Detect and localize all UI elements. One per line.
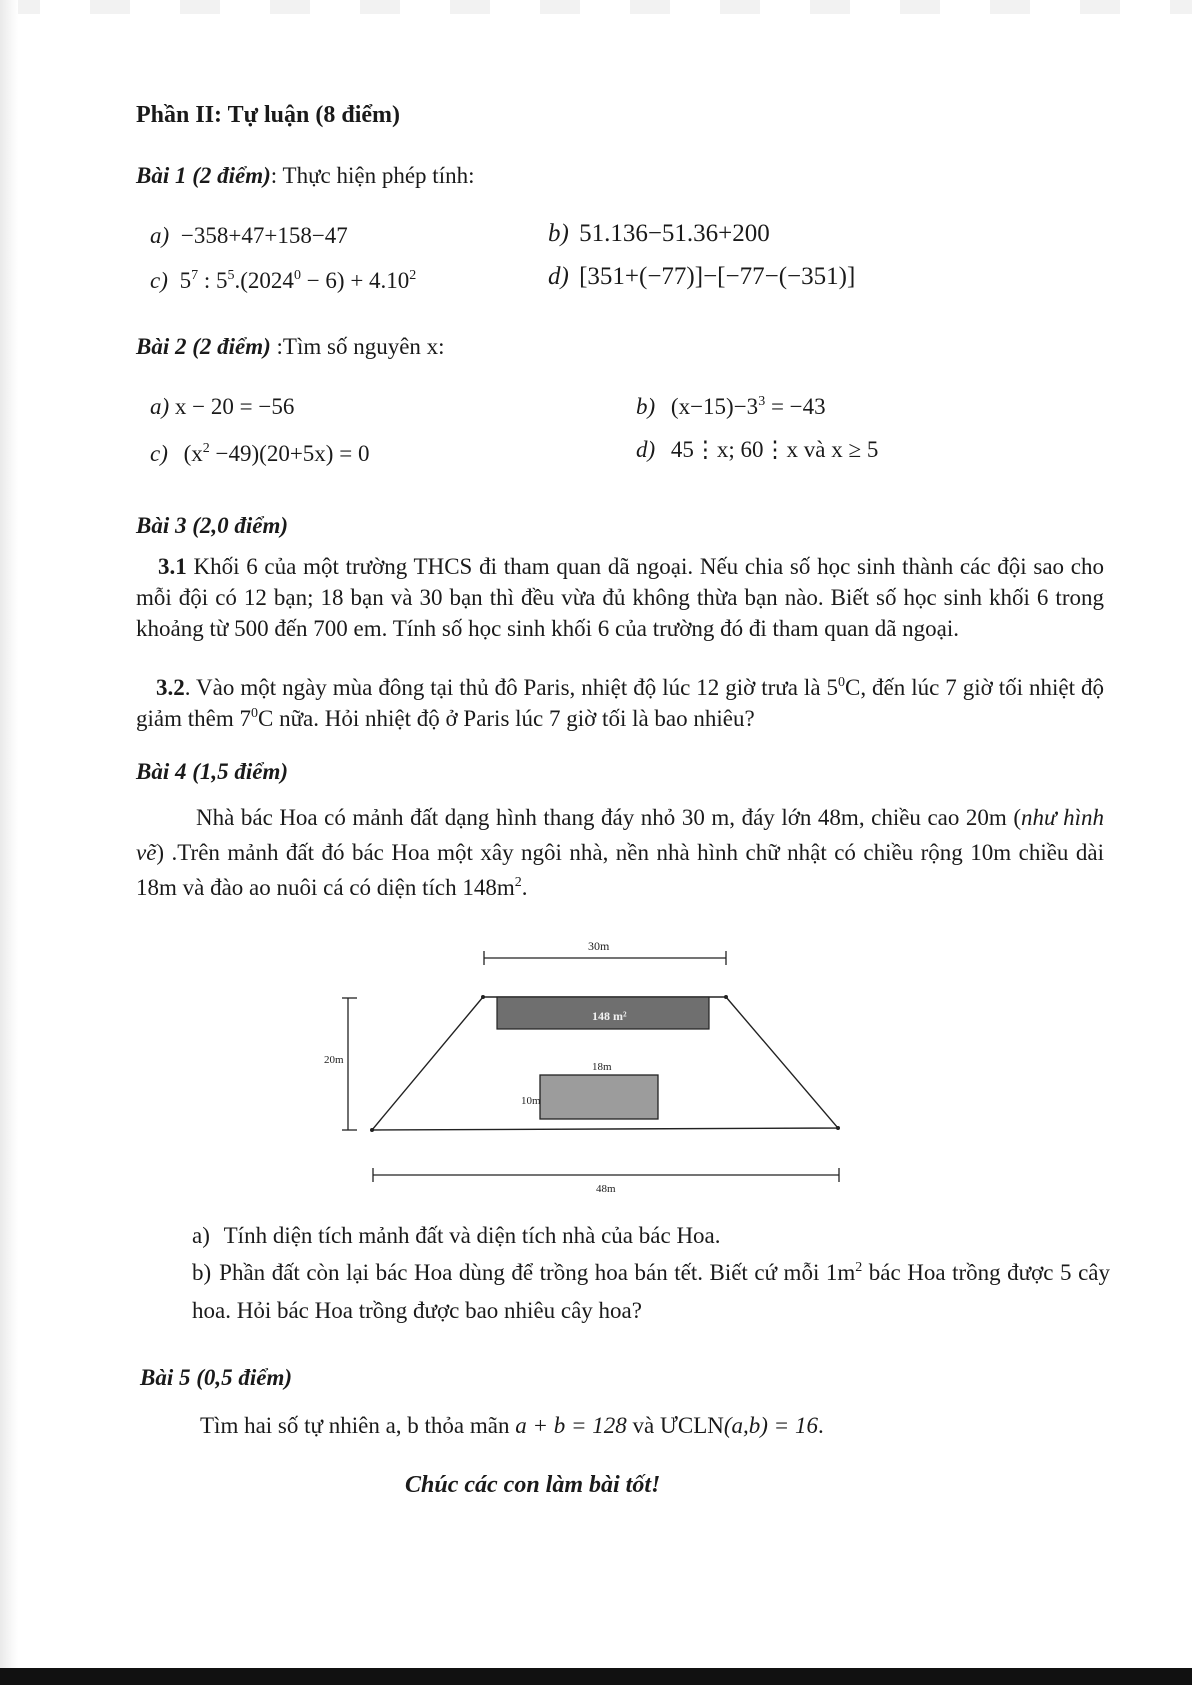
bai2-heading — [136, 333, 445, 361]
bai3-p1-label: 3.1 — [158, 554, 187, 579]
bai2-d — [636, 436, 878, 464]
bai1-c-expr: $5^7$ : $5^5.(2024^0 - 6) + 4.10^2$ — [179, 268, 417, 293]
bai2-c-label: c) — [150, 441, 168, 466]
bai2-d-label: d) — [636, 437, 656, 462]
bai2-d-expr: 45⋮x; 60⋮x và x ≥ 5 — [670, 437, 879, 462]
bai3-part2: 3.2. Vào một ngày mùa đông tại thủ đô Paris, nhiệt độ lúc 12 giờ trưa là $5^0C$, đến lúc 7 giờ tối nhiệt độ giảm thêm $7^0C$ nữa. Hỏi nhiệt độ ở Paris lúc 7 giờ tối là bao nhiêu? — [136, 675, 1104, 731]
bai3-part1 — [136, 551, 1104, 644]
closing-message: Chúc các con làm bài tốt! — [405, 1472, 661, 1498]
top-dimension-label: 30m — [588, 939, 610, 953]
bai2-c-expr: $(x^2 -49)(20+5x) = 0$ — [183, 441, 370, 466]
bai2-a-label: a) — [150, 394, 170, 419]
bai2-b-label: b) — [636, 394, 656, 419]
bai1-d-expr: [351+(−77)]−[−77−(−351)] — [579, 263, 856, 290]
land-figure — [300, 935, 860, 1200]
bai1-a-label: a) — [150, 223, 170, 248]
bai4-qa-label: a) — [192, 1223, 210, 1248]
part-title: Phần II: Tự luận (8 điểm) — [136, 102, 401, 128]
bai2-a-expr: x − 20 = −56 — [174, 394, 295, 419]
house-width-label: 10m — [521, 1095, 541, 1107]
bai3-title: Bài 3 (2,0 điểm) — [136, 513, 289, 538]
bai2-a — [150, 393, 294, 421]
bai2-instruction: :Tìm số nguyên x: — [270, 334, 445, 359]
bai2-title: Bài 2 (2 điểm) — [136, 334, 271, 359]
bai1-b — [548, 220, 770, 248]
bai1-title: Bài 1 (2 điểm) — [136, 163, 271, 188]
bai3-p1-text: Khối 6 của một trường THCS đi tham quan dã ngoại. Nếu chia số học sinh thành các đội sao cho mỗi đội có 12 bạn; 18 bạn và 30 bạn thì đều vừa đủ không thừa bạn nào. Biết số học sinh khối 6 trong khoảng từ 500 đến 700 em. Tính số học sinh khối 6 của trường đó đi tham quan dã ngoại. — [136, 554, 1104, 641]
house-rect — [540, 1075, 658, 1119]
bai4-paragraph: Nhà bác Hoa có mảnh đất dạng hình thang đáy nhỏ 30 m, đáy lớn 48m, chiều cao 20m (như hình vẽ) .Trên mảnh đất đó bác Hoa một xây ngôi nhà, nền nhà hình chữ nhật có chiều rộng 10m chiều dài 18m và đào ao nuôi cá có diện tích $148m^2$. — [136, 805, 1104, 900]
bai1-c-label: c) — [150, 268, 168, 293]
scan-bottom-edge — [0, 1668, 1192, 1685]
house-length-label: 18m — [592, 1061, 612, 1073]
bai1-a-expr: −358+47+158−47 — [180, 223, 348, 248]
bai1-b-expr: 51.136−51.36+200 — [579, 220, 770, 247]
bai1-b-label: b) — [548, 220, 569, 247]
bai1-d — [548, 263, 855, 291]
bai1-d-label: d) — [548, 263, 569, 290]
scan-left-edge — [0, 0, 18, 1685]
bai2-c — [150, 440, 369, 468]
bai4-qb-label: b) — [192, 1260, 212, 1285]
bai4-question-b: b) Phần đất còn lại bác Hoa dùng để trồng hoa bán tết. Biết cứ mỗi $1m^2$ bác Hoa trồng được 5 cây hoa. Hỏi bác Hoa trồng được bao nhiêu cây hoa? — [192, 1260, 1110, 1323]
bai4-title: Bài 4 (1,5 điểm) — [136, 759, 289, 784]
bai4-question-a — [192, 1222, 721, 1250]
bai5-text: Tìm hai số tự nhiên a, b thỏa mãn a + b = 128 và ƯCLN(a,b) = 16. — [200, 1413, 824, 1438]
bai1-heading — [136, 162, 474, 190]
bai3-p2-label: 3.2 — [156, 675, 185, 700]
bai1-instruction: : Thực hiện phép tính: — [270, 163, 475, 188]
bai2-b — [636, 393, 826, 421]
bai5-title: Bài 5 (0,5 điểm) — [140, 1365, 293, 1390]
bottom-dimension-label: 48m — [596, 1183, 616, 1195]
bai4-qa-text: Tính diện tích mảnh đất và diện tích nhà của bác Hoa. — [223, 1223, 721, 1248]
height-dimension-label: 20m — [324, 1054, 344, 1066]
bai1-a — [150, 222, 348, 250]
bai2-b-expr: $(x-15)-3^3 = -43$ — [670, 394, 826, 419]
scan-top-edge — [0, 0, 1192, 14]
bai1-c — [150, 267, 416, 295]
pond-label: 148 m² — [592, 1009, 627, 1023]
